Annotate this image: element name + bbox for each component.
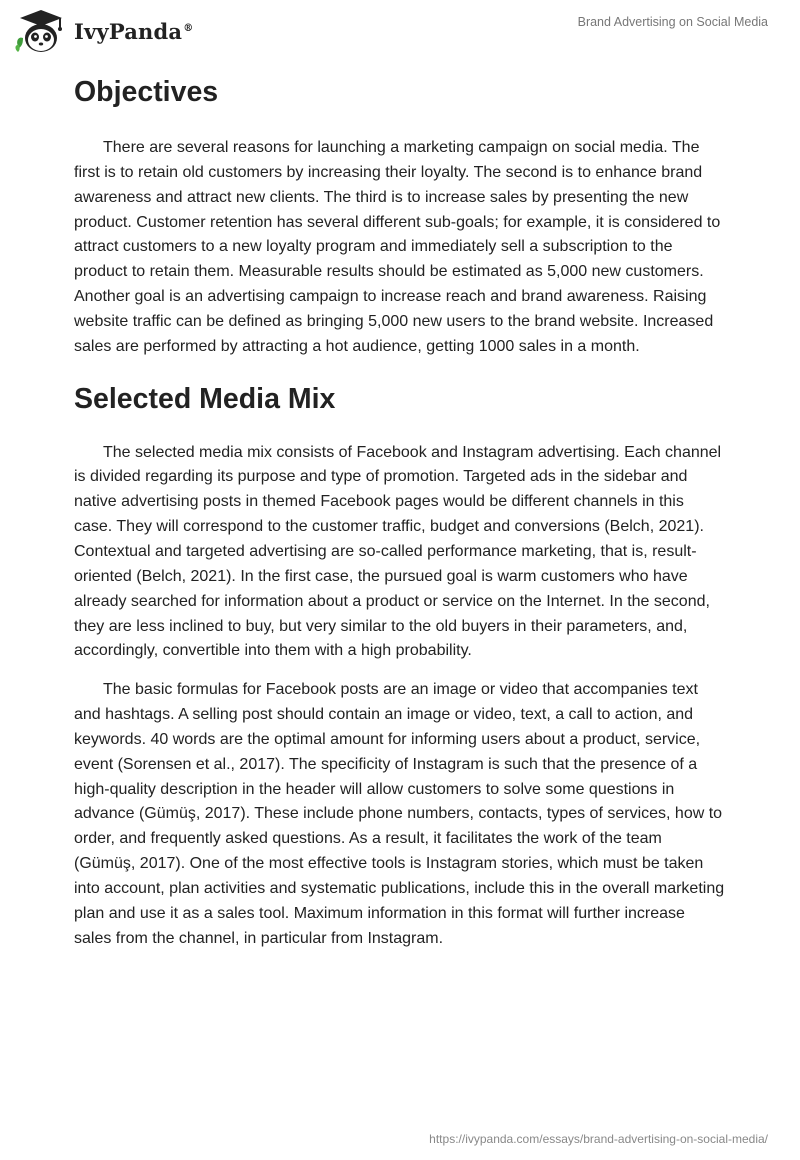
section-heading-media-mix: Selected Media Mix [74, 382, 336, 415]
paragraph: There are several reasons for launching a marketing campaign on social media. The first is to retain old customers by increasing their loyalty. The second is to enhance brand awareness and attract new clients. The third is to increase sales by presenting the new product. Customer retention has several different sub-goals; for example, it is considered to attract customers to a new loyalty program and immediately sell a subscription to the product to retain them. Measurable results should be estimated as 5,000 new customers. Another goal is an advertising campaign to increase reach and brand awareness. Raising website traffic can be defined as bringing 5,000 new users to the brand website. Increased sales are performed by attracting a hot audience, getting 1000 sales in a month. [74, 139, 721, 355]
page-header [0, 0, 800, 60]
logo[interactable] [14, 8, 193, 56]
logo-text: IvyPanda® [74, 18, 194, 44]
essay-body [74, 70, 726, 951]
panda-logo-icon [14, 8, 68, 56]
section-heading-objectives: Objectives [74, 76, 219, 108]
paragraph: The basic formulas for Facebook posts are an image or video that accompanies text and hashtags. A selling post should contain an image or video, text, a call to action, and keywords. 40 words are the optimal amount for informing users about a product, service, event (Sorensen et al., 2017). The specificity of Instagram is such that the presence of a high-quality description in the header will allow customers to solve some questions in advance (Gümüş, 2017). These include phone numbers, contacts, types of services, how to order, and frequently asked questions. As a result, it facilitates the work of the team (Gümüş, 2017). One of the most effective tools is Instagram stories, which must be taken into account, plan activities and systematic publications, include this in the overall marketing plan and use it as a sales tool. Maximum information in this format will further increase sales from the channel, in particular from Instagram. [74, 681, 725, 947]
document-title: Brand Advertising on Social Media [577, 15, 768, 29]
paragraph: The selected media mix consists of Facebook and Instagram advertising. Each channel is divided regarding its purpose and type of promotion. Targeted ads in the sidebar and native advertising posts in themed Facebook pages would be different channels in this case. They will correspond to the customer traffic, budget and conversions (Belch, 2021). Contextual and targeted advertising are so-called performance marketing, that is, result-oriented (Belch, 2021). In the first case, the pursued goal is warm customers who have already searched for information about a product or service on the Internet. In the second, they are less inclined to buy, but very similar to the old buyers in their parameters, and, accordingly, convertible into them with a high probability. [74, 443, 722, 660]
source-url[interactable]: https://ivypanda.com/essays/brand-advertising-on-social-media/ [429, 1132, 768, 1146]
